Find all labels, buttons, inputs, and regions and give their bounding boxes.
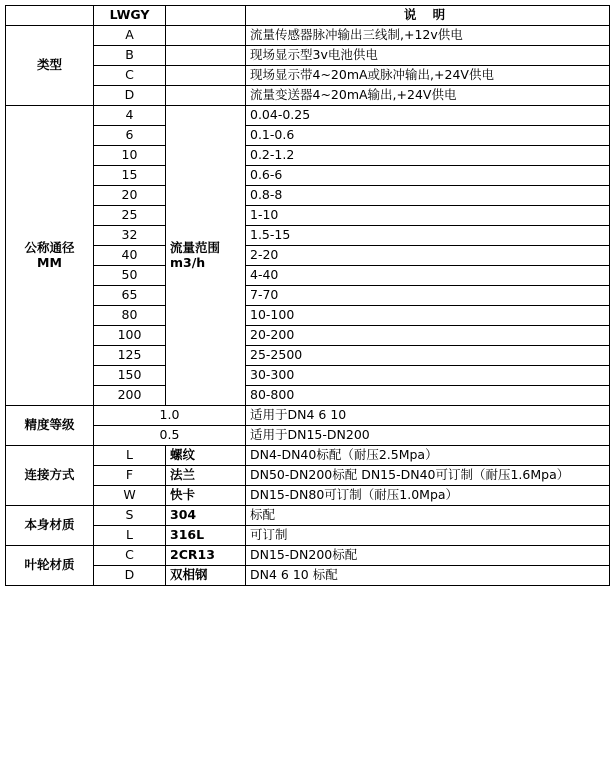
mid-cell: 法兰 [166,466,246,486]
table-row [6,146,610,166]
desc-cell: 1.5-15 [246,226,610,246]
code-cell: C [94,546,166,566]
code-cell: W [94,486,166,506]
desc-cell: 0.1-0.6 [246,126,610,146]
table-row [6,26,610,46]
flow-range-line2: m3/h [170,254,206,270]
table-row [6,206,610,226]
desc-cell: 10-100 [246,306,610,326]
table-row [6,106,610,126]
table-row [6,366,610,386]
table-row [6,546,610,566]
table-row [6,306,610,326]
table-row [6,506,610,526]
code-cell: L [94,526,166,546]
code-cell: 6 [94,126,166,146]
mid-cell: 304 [166,506,246,526]
code-cell: 40 [94,246,166,266]
mid-cell: 快卡 [166,486,246,506]
mid-cell: 双相钢 [166,566,246,586]
code-cell: 65 [94,286,166,306]
table-row [6,86,610,106]
table-row [6,66,610,86]
desc-cell: 7-70 [246,286,610,306]
code-cell: 20 [94,186,166,206]
table-row [6,446,610,466]
mid-cell: 2CR13 [166,546,246,566]
desc-cell: 流量传感器脉冲输出三线制,+12v供电 [246,26,610,46]
code-cell: B [94,46,166,66]
code-cell: C [94,66,166,86]
desc-cell: 2-20 [246,246,610,266]
desc-cell: 4-40 [246,266,610,286]
code-cell: 200 [94,386,166,406]
table-row [6,246,610,266]
desc-cell: 0.04-0.25 [246,106,610,126]
code-cell: 150 [94,366,166,386]
table-row [6,46,610,66]
desc-cell: 现场显示型3v电池供电 [246,46,610,66]
desc-cell: 0.8-8 [246,186,610,206]
mid-cell [166,26,246,46]
table-row [6,266,610,286]
table-row [6,526,610,546]
desc-cell: 标配 [246,506,610,526]
desc-cell: 现场显示带4~20mA或脉冲输出,+24V供电 [246,66,610,86]
code-cell: D [94,566,166,586]
table-row [6,566,610,586]
section-label-body-material: 本身材质 [6,506,94,546]
desc-cell: 适用于DN4 6 10 [246,406,610,426]
desc-cell: 20-200 [246,326,610,346]
mid-cell: 螺纹 [166,446,246,466]
section-label-accuracy: 精度等级 [6,406,94,446]
desc-cell: DN15-DN80可订制（耐压1.0Mpa） [246,486,610,506]
section-label-impeller-material: 叶轮材质 [6,546,94,586]
table-row [6,166,610,186]
header-cell-description: 说 明 [246,6,610,26]
desc-cell: 25-2500 [246,346,610,366]
header-cell-model: LWGY [94,6,166,26]
mid-cell [166,86,246,106]
table-row [6,386,610,406]
table-row [6,126,610,146]
desc-cell: 80-800 [246,386,610,406]
code-cell: 0.5 [94,426,246,446]
code-cell: 125 [94,346,166,366]
code-cell: 32 [94,226,166,246]
desc-cell: 0.2-1.2 [246,146,610,166]
code-cell: 1.0 [94,406,246,426]
table-row [6,186,610,206]
table-row [6,486,610,506]
code-cell: 50 [94,266,166,286]
table-row [6,286,610,306]
desc-cell: 适用于DN15-DN200 [246,426,610,446]
section-label-line1: 公称通径 [24,240,75,256]
code-cell: 10 [94,146,166,166]
section-label-line2: MM [37,254,62,270]
table-row [6,406,610,426]
specification-table [5,5,610,586]
code-cell: 15 [94,166,166,186]
code-cell: 80 [94,306,166,326]
section-label-connection: 连接方式 [6,446,94,506]
code-cell: 100 [94,326,166,346]
code-cell: F [94,466,166,486]
code-cell: D [94,86,166,106]
section-label-type: 类型 [6,26,94,106]
code-cell: L [94,446,166,466]
desc-cell: 可订制 [246,526,610,546]
code-cell: 4 [94,106,166,126]
table-row [6,226,610,246]
mid-cell [166,46,246,66]
header-cell-blank2 [166,6,246,26]
code-cell: A [94,26,166,46]
desc-cell: DN4 6 10 标配 [246,566,610,586]
table-row [6,346,610,366]
desc-cell: 流量变送器4~20mA输出,+24V供电 [246,86,610,106]
mid-cell [166,66,246,86]
code-cell: 25 [94,206,166,226]
section-label-nominal-diameter [6,106,94,406]
header-cell-blank [6,6,94,26]
code-cell: S [94,506,166,526]
table-row [6,466,610,486]
table-row [6,326,610,346]
desc-cell: 30-300 [246,366,610,386]
desc-cell: DN4-DN40标配（耐压2.5Mpa） [246,446,610,466]
desc-cell: DN50-DN200标配 DN15-DN40可订制（耐压1.6Mpa） [246,466,610,486]
desc-cell: DN15-DN200标配 [246,546,610,566]
flow-range-label [166,106,246,406]
desc-cell: 1-10 [246,206,610,226]
mid-cell: 316L [166,526,246,546]
desc-cell: 0.6-6 [246,166,610,186]
table-header-row [6,6,610,26]
flow-range-line1: 流量范围 [170,240,221,256]
table-row [6,426,610,446]
